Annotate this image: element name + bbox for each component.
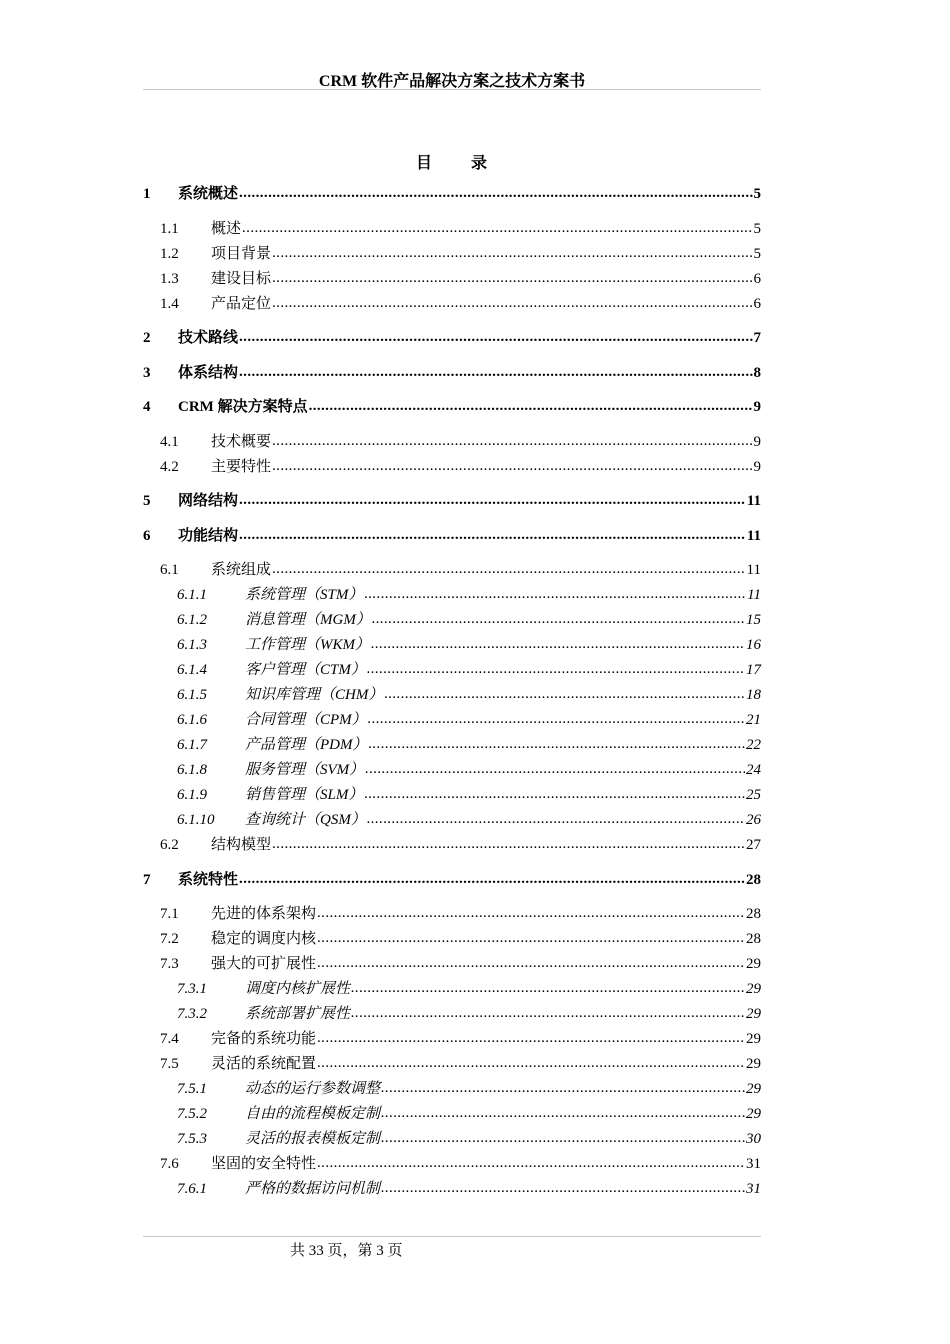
toc-leader-dots [384,683,745,705]
toc-entry-number: 6.1.3 [177,637,207,653]
toc-entry-page: 8 [753,365,761,381]
toc-entry-title: 产品定位 [211,296,272,312]
toc-entry[interactable] [143,659,761,681]
toc-entry[interactable] [143,928,761,950]
toc-entry-number: 6.1.7 [177,737,207,753]
toc-entry-number: 7.3.1 [177,981,207,997]
toc-heading-part2: 录 [471,155,489,172]
toc-entry-title: 服务管理（SVM） [245,762,365,778]
toc-entry[interactable] [143,293,761,315]
toc-leader-dots [371,633,745,655]
toc-entry-page: 16 [746,637,761,653]
toc-entry-number: 7.1 [160,906,179,922]
toc-leader-dots [317,1152,745,1174]
toc-entry-title: 先进的体系架构 [211,906,317,922]
toc-entry-title: 动态的运行参数调整 [245,1081,381,1097]
toc-entry[interactable] [143,709,761,731]
toc-leader-dots [272,242,752,264]
toc-entry[interactable] [143,1103,761,1125]
toc-entry-page: 9 [753,399,761,415]
toc-entry-page: 11 [747,587,761,603]
toc-entry-page: 15 [746,612,761,628]
toc-entry-page: 29 [746,1106,761,1122]
toc-entry-number: 6.1.6 [177,712,207,728]
toc-entry-page: 26 [746,812,761,828]
toc-leader-dots [351,977,745,999]
toc-entry-page: 9 [753,434,761,450]
toc-leader-dots [381,1077,745,1099]
toc-entry[interactable] [143,1078,761,1100]
toc-entry-number: 3 [143,365,151,381]
toc-leader-dots [381,1127,745,1149]
toc-leader-dots [368,708,745,730]
toc-entry-number: 7.6.1 [177,1181,207,1197]
toc-entry[interactable] [143,490,761,512]
toc-entry-page: 7 [753,330,761,346]
toc-entry-page: 25 [746,787,761,803]
toc-entry-page: 5 [753,246,761,262]
toc-entry[interactable] [143,243,761,265]
toc-entry-title: 灵活的报表模板定制 [245,1131,381,1147]
toc-entry-page: 11 [746,562,761,578]
toc-entry-page: 22 [746,737,761,753]
toc-entry[interactable] [143,396,761,418]
toc-entry-page: 29 [746,1031,761,1047]
toc-entry[interactable] [143,268,761,290]
toc-leader-dots [239,524,746,546]
footer-divider [143,1236,761,1237]
toc-entry[interactable] [143,1153,761,1175]
toc-leader-dots [317,902,745,924]
toc-entry-number: 1.4 [160,296,179,312]
toc-entry-page: 31 [746,1156,761,1172]
toc-entry[interactable] [143,809,761,831]
toc-entry-title: 技术路线 [178,330,239,346]
toc-entry-number: 6.1.1 [177,587,207,603]
toc-leader-dots [364,783,745,805]
toc-entry-page: 6 [753,296,761,312]
toc-entry-page: 30 [746,1131,761,1147]
toc-entry[interactable] [143,634,761,656]
toc-entry-title: 概述 [211,221,242,237]
toc-entry-title: 查询统计（QSM） [245,812,366,828]
toc-leader-dots [365,758,745,780]
toc-leader-dots [381,1177,745,1199]
toc-entry-title: 自由的流程模板定制 [245,1106,381,1122]
toc-entry[interactable] [143,431,761,453]
toc-leader-dots [367,658,745,680]
toc-leader-dots [372,608,745,630]
toc-leader-dots [239,489,746,511]
toc-entry-page: 24 [746,762,761,778]
toc-entry[interactable] [143,759,761,781]
toc-entry[interactable] [143,1028,761,1050]
toc-leader-dots [369,733,746,755]
toc-entry-page: 5 [753,221,761,237]
toc-leader-dots [239,182,752,204]
toc-entry-number: 6.1.2 [177,612,207,628]
toc-entry-title: 工作管理（WKM） [245,637,370,653]
toc-entry-page: 28 [746,931,761,947]
toc-entry-page: 29 [746,1006,761,1022]
toc-leader-dots [272,267,752,289]
toc-entry-title: 技术概要 [211,434,272,450]
toc-entry-page: 27 [746,837,761,853]
toc-entry-title: 稳定的调度内核 [211,931,317,947]
toc-entry-page: 17 [746,662,761,678]
toc-entry-number: 6.1.8 [177,762,207,778]
toc-entry-number: 6.2 [160,837,179,853]
toc-entry-number: 7.5.3 [177,1131,207,1147]
toc-entry[interactable] [143,784,761,806]
toc-leader-dots [239,868,745,890]
toc-leader-dots [242,217,752,239]
toc-entry-number: 7.2 [160,931,179,947]
page-footer: 共 33 页，第 3 页 [290,1243,403,1259]
toc-entry-page: 6 [753,271,761,287]
toc-entry[interactable] [143,953,761,975]
toc-entry[interactable] [143,869,761,891]
toc-entry-number: 4.2 [160,459,179,475]
toc-entry[interactable] [143,978,761,1000]
toc-entry-title: 系统概述 [178,186,239,202]
toc-leader-dots [317,952,745,974]
toc-entry-title: 项目背景 [211,246,272,262]
toc-entry-title: 严格的数据访问机制 [245,1181,381,1197]
toc-entry-page: 29 [746,1081,761,1097]
toc-entry-title: 知识库管理（CHM） [245,687,384,703]
toc-entry[interactable] [143,456,761,478]
toc-entry-number: 7.5.2 [177,1106,207,1122]
toc-entry-title: 灵活的系统配置 [211,1056,317,1072]
toc-entry-page: 31 [746,1181,761,1197]
toc-leader-dots [272,292,752,314]
toc-entry-number: 4 [143,399,151,415]
toc-entry-number: 7.3.2 [177,1006,207,1022]
toc-entry-title: CRM 解决方案特点 [178,399,308,415]
toc-entry-number: 6.1.9 [177,787,207,803]
toc-entry-title: 主要特性 [211,459,272,475]
toc-entry-title: 系统组成 [211,562,272,578]
toc-leader-dots [317,927,745,949]
toc-entry[interactable] [143,1003,761,1025]
toc-leader-dots [272,833,745,855]
toc-entry[interactable] [143,609,761,631]
toc-entry-title: 系统特性 [178,872,239,888]
toc-entry-title: 客户管理（CTM） [245,662,366,678]
toc-entry-page: 18 [746,687,761,703]
toc-entry-title: 消息管理（MGM） [245,612,371,628]
toc-entry-number: 1 [143,186,151,202]
toc-entry[interactable] [143,1128,761,1150]
toc-entry-title: 体系结构 [178,365,239,381]
toc-entry[interactable] [143,525,761,547]
document-header-title: CRM 软件产品解决方案之技术方案书 [318,73,586,90]
toc-entry-title: 网络结构 [178,493,239,509]
toc-leader-dots [309,395,753,417]
toc-entry[interactable] [143,684,761,706]
toc-entry-page: 11 [746,493,761,509]
toc-entry-title: 强大的可扩展性 [211,956,317,972]
toc-entry-number: 6.1.4 [177,662,207,678]
toc-entry-number: 6.1.5 [177,687,207,703]
toc-leader-dots [381,1102,745,1124]
toc-entry-number: 7.5.1 [177,1081,207,1097]
toc-heading-part1: 目 [415,155,433,172]
toc-leader-dots [364,583,746,605]
toc-entry-page: 29 [746,981,761,997]
toc-entry-number: 7.4 [160,1031,179,1047]
toc-entry-number: 1.1 [160,221,179,237]
toc-entry-title: 合同管理（CPM） [245,712,367,728]
toc-entry[interactable] [143,834,761,856]
toc-leader-dots [272,455,752,477]
toc-entry-page: 11 [746,528,761,544]
toc-entry-title: 销售管理（SLM） [245,787,364,803]
toc-leader-dots [272,558,746,580]
header-divider [143,89,761,90]
toc-entry-number: 6.1 [160,562,179,578]
toc-entry-page: 9 [753,459,761,475]
toc-entry-title: 系统部署扩展性 [245,1006,351,1022]
toc-entry[interactable] [143,327,761,349]
toc-leader-dots [239,361,752,383]
toc-entry[interactable] [143,903,761,925]
toc-entry[interactable] [143,734,761,756]
toc-entry[interactable] [143,218,761,240]
toc-leader-dots [367,808,745,830]
toc-entry[interactable] [143,584,761,606]
toc-leader-dots [317,1052,745,1074]
toc-entry[interactable] [143,1178,761,1200]
toc-entry-title: 调度内核扩展性 [245,981,351,997]
toc-entry-number: 7.5 [160,1056,179,1072]
toc-entry-page: 5 [753,186,761,202]
toc-leader-dots [351,1002,745,1024]
toc-entry[interactable] [143,183,761,205]
toc-entry-number: 7.6 [160,1156,179,1172]
toc-entry-number: 1.2 [160,246,179,262]
toc-leader-dots [272,430,752,452]
toc-entry-number: 4.1 [160,434,179,450]
toc-entry-number: 7 [143,872,151,888]
toc-entry-title: 功能结构 [178,528,239,544]
toc-entry-title: 建设目标 [211,271,272,287]
toc-entry-number: 6.1.10 [177,812,215,828]
toc-entry-number: 6 [143,528,151,544]
toc-entry-title: 坚固的安全特性 [211,1156,317,1172]
toc-entry-page: 28 [746,872,761,888]
toc-entry-page: 21 [746,712,761,728]
toc-entry-page: 29 [746,956,761,972]
toc-entry-number: 7.3 [160,956,179,972]
toc-entry-title: 结构模型 [211,837,272,853]
toc-entry-title: 完备的系统功能 [211,1031,317,1047]
toc-leader-dots [239,326,752,348]
toc-entry-title: 产品管理（PDM） [245,737,368,753]
toc-entry-page: 28 [746,906,761,922]
toc-entry-number: 5 [143,493,151,509]
toc-entry[interactable] [143,362,761,384]
toc-leader-dots [317,1027,745,1049]
toc-entry-page: 29 [746,1056,761,1072]
toc-entry-title: 系统管理（STM） [245,587,364,603]
toc-entry-number: 1.3 [160,271,179,287]
toc-heading [143,150,761,173]
toc-entry[interactable] [143,559,761,581]
toc-entry-number: 2 [143,330,151,346]
toc-entry[interactable] [143,1053,761,1075]
